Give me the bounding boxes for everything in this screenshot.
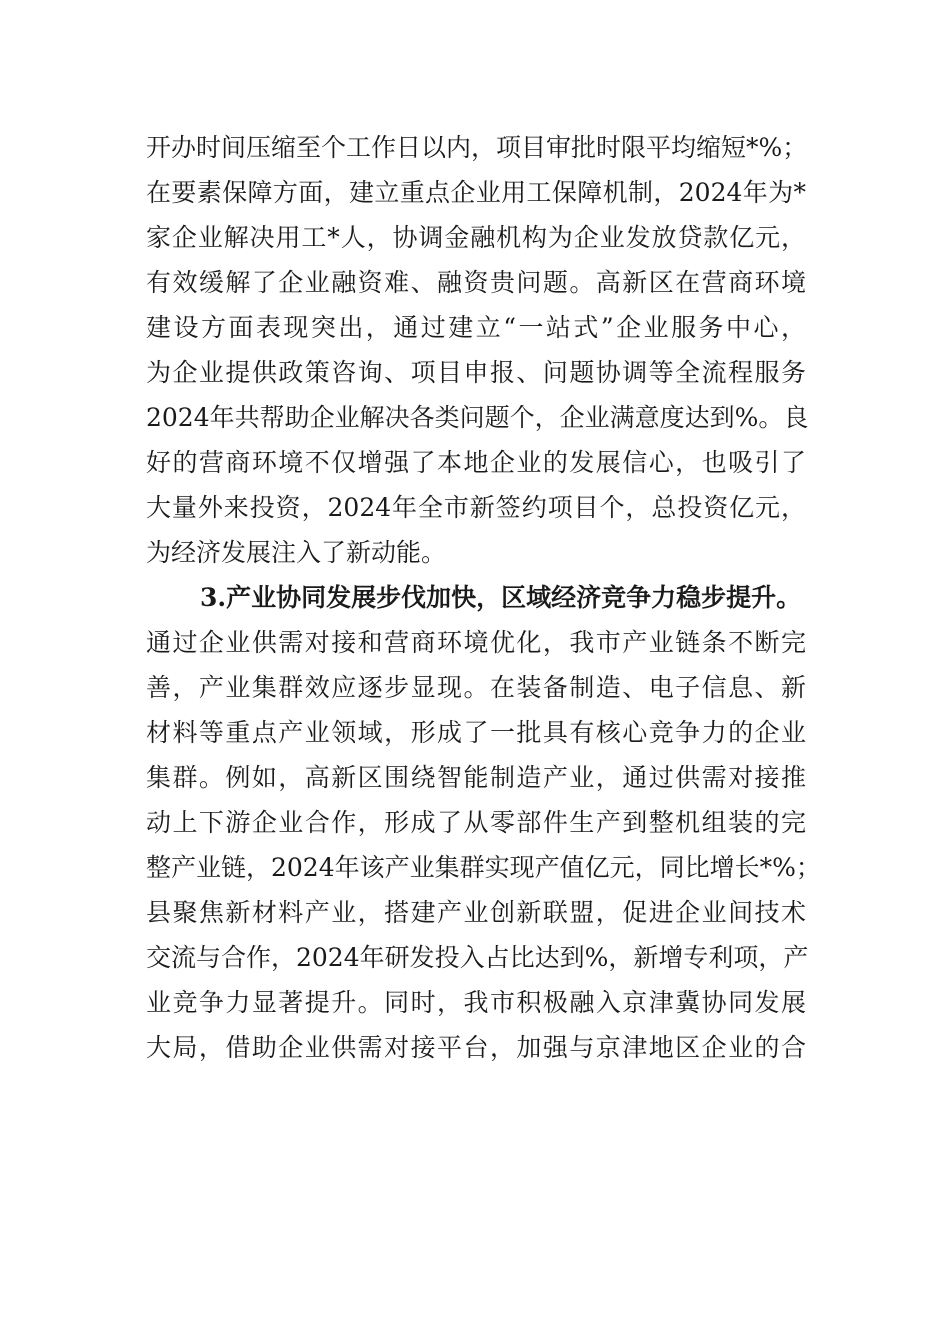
paragraph-line: 交流与合作，2024年研发投入占比达到%，新增专利项，产	[146, 943, 809, 972]
paragraph-line: 在要素保障方面，建立重点企业用工保障机制，2024年为*	[146, 178, 806, 207]
paragraph-line: 集群。例如，高新区围绕智能制造产业，通过供需对接推	[146, 763, 806, 792]
paragraph-line: 业竞争力显著提升。同时，我市积极融入京津冀协同发展	[146, 988, 806, 1017]
paragraph-line: 建设方面表现突出，通过建立“一站式”企业服务中心，	[146, 313, 806, 342]
paragraph-line: 县聚焦新材料产业，搭建产业创新联盟，促进企业间技术	[146, 898, 806, 927]
section-heading: 3.产业协同发展步伐加快，区域经济竞争力稳步提升。	[200, 583, 802, 612]
paragraph-line: 开办时间压缩至个工作日以内，项目审批时限平均缩短*%；	[146, 133, 808, 162]
paragraph-line: 2024年共帮助企业解决各类问题个，企业满意度达到%。良	[146, 403, 809, 432]
paragraph-line: 大局，借助企业供需对接平台，加强与京津地区企业的合	[146, 1033, 806, 1062]
paragraph-line: 动上下游企业合作，形成了从零部件生产到整机组装的完	[146, 808, 806, 837]
paragraph-line: 善，产业集群效应逐步显现。在装备制造、电子信息、新	[146, 673, 806, 702]
paragraph-line: 家企业解决用工*人，协调金融机构为企业发放贷款亿元，	[146, 223, 806, 252]
paragraph-line: 材料等重点产业领域，形成了一批具有核心竞争力的企业	[146, 718, 806, 747]
paragraph-line: 为企业提供政策咨询、项目申报、问题协调等全流程服务	[146, 358, 806, 387]
paragraph-line: 通过企业供需对接和营商环境优化，我市产业链条不断完	[146, 628, 806, 657]
document-body	[146, 125, 821, 1070]
paragraph-line: 整产业链，2024年该产业集群实现产值亿元，同比增长*%；	[146, 853, 821, 882]
paragraph-line: 有效缓解了企业融资难、融资贵问题。高新区在营商环境	[146, 268, 806, 297]
paragraph-line: 好的营商环境不仅增强了本地企业的发展信心，也吸引了	[146, 448, 806, 477]
paragraph-line: 大量外来投资，2024年全市新签约项目个，总投资亿元，	[146, 493, 806, 522]
paragraph-line: 为经济发展注入了新动能。	[146, 538, 447, 567]
